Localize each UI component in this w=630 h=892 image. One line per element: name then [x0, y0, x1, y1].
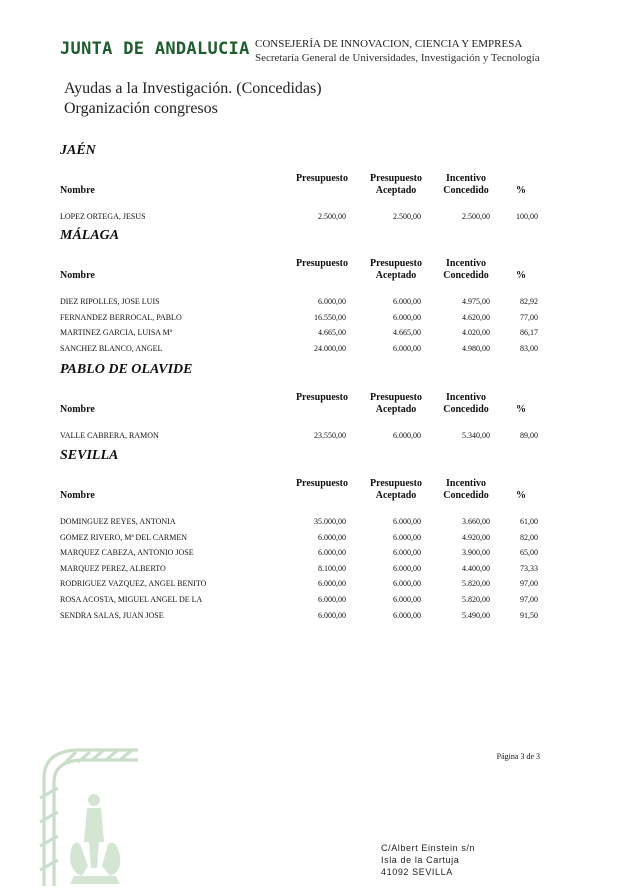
cell-presupuesto: 6.000,00: [318, 610, 346, 620]
cell-presupuesto: 6.000,00: [318, 548, 346, 558]
address-area: Isla de la Cartuja: [381, 855, 460, 865]
data-rows: [60, 295, 540, 357]
region-title: PABLO DE OLAVIDE: [60, 362, 193, 377]
cell-presupuesto: 35.000,00: [314, 517, 346, 526]
cell-name: FERNANDEZ BERROCAL, PABLO: [60, 312, 182, 322]
cell-presupuesto: 8.100,00: [318, 563, 346, 573]
department-name: CONSEJERÍA DE INNOVACION, CIENCIA Y EMPRESA: [255, 38, 523, 50]
cell-percent: 83,00: [520, 343, 538, 353]
cell-presupuesto-aceptado: 6.000,00: [393, 563, 421, 573]
col-header-presupuesto: Presupuesto: [295, 478, 348, 489]
cell-presupuesto-aceptado: 6.000,00: [393, 610, 421, 620]
cell-presupuesto: 24.000,00: [314, 343, 346, 353]
cell-incentivo-concedido: 4.980,00: [462, 343, 490, 353]
cell-name: SANCHEZ BLANCO, ANGEL: [60, 343, 163, 353]
col-header-percent: %: [516, 270, 526, 281]
col-header-presupuesto-aceptado-line: Presupuesto: [369, 258, 423, 269]
cell-percent: 82,92: [520, 297, 538, 306]
cell-incentivo-concedido: 5.490,00: [462, 610, 490, 620]
title-line-2: Organización congresos: [64, 100, 218, 117]
table-row: [60, 429, 540, 445]
col-header-percent: %: [516, 404, 526, 415]
cell-percent: 77,00: [520, 312, 538, 322]
cell-name: DIEZ RIPOLLES, JOSE LUIS: [60, 297, 160, 306]
page-number: Página 3 de 3: [496, 752, 540, 761]
cell-presupuesto: 2.500,00: [318, 212, 346, 221]
cell-name: LOPEZ ORTEGA, JESUS: [60, 212, 146, 221]
cell-percent: 61,00: [520, 517, 538, 526]
col-header-presupuesto-aceptado-line: Presupuesto: [369, 392, 423, 403]
col-header-name: Nombre: [60, 185, 95, 196]
cell-name: SENDRA SALAS, JUAN JOSE: [60, 610, 164, 620]
cell-presupuesto-aceptado: 2.500,00: [393, 212, 421, 221]
col-header-presupuesto-aceptado: [366, 258, 426, 282]
col-header-name: Nombre: [60, 270, 95, 281]
col-header-incentivo-concedido-line: Concedido: [443, 185, 489, 196]
col-header-incentivo-concedido: [438, 392, 494, 416]
table-row: [60, 515, 540, 531]
cell-incentivo-concedido: 5.340,00: [462, 431, 490, 440]
col-header-presupuesto-aceptado-line: Aceptado: [375, 490, 417, 501]
col-header-presupuesto-aceptado: [366, 392, 426, 416]
region-title: SEVILLA: [60, 448, 119, 463]
cell-incentivo-concedido: 4.620,00: [462, 312, 490, 322]
column-headers: [60, 478, 540, 514]
table-row: [60, 326, 540, 342]
cell-percent: 82,00: [520, 532, 538, 542]
col-header-presupuesto-aceptado-line: Presupuesto: [369, 173, 423, 184]
cell-percent: 89,00: [520, 431, 538, 440]
cell-incentivo-concedido: 4.020,00: [462, 328, 490, 338]
cell-name: GOMEZ RIVERO, Mª DEL CARMEN: [60, 532, 188, 542]
column-headers: [60, 392, 540, 428]
cell-presupuesto: 6.000,00: [318, 532, 346, 542]
col-header-name: Nombre: [60, 490, 95, 501]
cell-incentivo-concedido: 5.820,00: [462, 579, 490, 589]
col-header-incentivo-concedido: [438, 478, 494, 502]
cell-name: VALLE CABRERA, RAMON: [60, 431, 159, 440]
cell-name: MARQUEZ CABEZA, ANTONIO JOSE: [60, 548, 194, 558]
cell-incentivo-concedido: 3.660,00: [462, 517, 490, 526]
region-title: JAÉN: [60, 143, 96, 158]
title-line-1: Ayudas a la Investigación. (Concedidas): [64, 80, 322, 97]
cell-name: DOMINGUEZ REYES, ANTONIA: [60, 517, 176, 526]
table-row: [60, 531, 540, 547]
cell-percent: 100,00: [516, 212, 538, 221]
col-header-incentivo-concedido-line: Incentivo: [446, 392, 486, 403]
table-row: [60, 593, 540, 609]
cell-presupuesto: 6.000,00: [318, 579, 346, 589]
data-rows: [60, 515, 540, 624]
table-row: [60, 609, 540, 625]
region-section: [60, 143, 540, 226]
col-header-incentivo-concedido-line: Incentivo: [446, 478, 486, 489]
cell-percent: 65,00: [520, 548, 538, 558]
cell-presupuesto-aceptado: 6.000,00: [393, 532, 421, 542]
address-street: C/Albert Einstein s/n: [381, 843, 476, 853]
table-row: [60, 562, 540, 578]
cell-incentivo-concedido: 3.900,00: [462, 548, 490, 558]
cell-presupuesto-aceptado: 6.000,00: [393, 297, 421, 306]
col-header-presupuesto-aceptado-line: Aceptado: [375, 404, 417, 415]
cell-presupuesto-aceptado: 6.000,00: [393, 548, 421, 558]
cell-percent: 73,33: [520, 563, 538, 573]
cell-presupuesto-aceptado: 6.000,00: [393, 579, 421, 589]
cell-incentivo-concedido: 4.400,00: [462, 563, 490, 573]
col-header-presupuesto: Presupuesto: [295, 392, 348, 403]
cell-presupuesto-aceptado: 6.000,00: [393, 431, 421, 440]
region-section: [60, 228, 540, 357]
table-row: [60, 342, 540, 358]
col-header-presupuesto-aceptado-line: Presupuesto: [369, 478, 423, 489]
col-header-presupuesto: Presupuesto: [295, 258, 348, 269]
secretariat-name: Secretaría General de Universidades, Investigación y Tecnología: [255, 52, 540, 64]
table-row: [60, 295, 540, 311]
col-header-presupuesto-aceptado: [366, 173, 426, 197]
cell-percent: 97,00: [520, 594, 538, 604]
cell-presupuesto: 6.000,00: [318, 297, 346, 306]
cell-presupuesto-aceptado: 6.000,00: [393, 312, 421, 322]
department-header: [255, 37, 540, 65]
cell-incentivo-concedido: 2.500,00: [462, 212, 490, 221]
cell-name: MARTINEZ GARCIA, LUISA Mª: [60, 328, 172, 338]
region-title: MÁLAGA: [60, 228, 120, 243]
cell-percent: 91,50: [520, 610, 538, 620]
col-header-percent: %: [516, 490, 526, 501]
cell-name: MARQUEZ PEREZ, ALBERTO: [60, 563, 166, 573]
col-header-presupuesto-aceptado: [366, 478, 426, 502]
col-header-incentivo-concedido: [438, 173, 494, 197]
col-header-incentivo-concedido-line: Incentivo: [446, 258, 486, 269]
cell-incentivo-concedido: 4.920,00: [462, 532, 490, 542]
junta-logo: JUNTA DE ANDALUCIA: [60, 39, 250, 59]
cell-incentivo-concedido: 4.975,00: [462, 297, 490, 306]
andalucia-emblem-watermark: [36, 738, 146, 888]
col-header-incentivo-concedido-line: Concedido: [443, 490, 489, 501]
col-header-percent: %: [516, 185, 526, 196]
col-header-incentivo-concedido-line: Concedido: [443, 404, 489, 415]
region-section: [60, 362, 540, 445]
col-header-incentivo-concedido: [438, 258, 494, 282]
address-block: [381, 842, 475, 878]
cell-name: ROSA ACOSTA, MIGUEL ANGEL DE LA: [60, 594, 203, 604]
data-rows: [60, 429, 540, 445]
column-headers: [60, 173, 540, 209]
region-section: [60, 448, 540, 624]
cell-presupuesto: 4.665,00: [318, 328, 346, 338]
cell-presupuesto-aceptado: 6.000,00: [393, 594, 421, 604]
table-row: [60, 546, 540, 562]
cell-percent: 97,00: [520, 579, 538, 589]
cell-presupuesto-aceptado: 6.000,00: [393, 517, 421, 526]
table-row: [60, 577, 540, 593]
cell-presupuesto-aceptado: 4.665,00: [393, 328, 421, 338]
cell-incentivo-concedido: 5.820,00: [462, 594, 490, 604]
data-rows: [60, 210, 540, 226]
col-header-presupuesto-aceptado-line: Aceptado: [375, 270, 417, 281]
column-headers: [60, 258, 540, 294]
col-header-presupuesto-aceptado-line: Aceptado: [375, 185, 417, 196]
cell-presupuesto-aceptado: 6.000,00: [393, 343, 421, 353]
table-row: [60, 311, 540, 327]
col-header-incentivo-concedido-line: Incentivo: [446, 173, 486, 184]
table-row: [60, 210, 540, 226]
document-title: [64, 79, 322, 119]
cell-presupuesto: 16.550,00: [314, 312, 346, 322]
cell-presupuesto: 6.000,00: [318, 594, 346, 604]
cell-name: RODRIGUEZ VAZQUEZ, ANGEL BENITO: [60, 579, 207, 589]
col-header-name: Nombre: [60, 404, 95, 415]
col-header-incentivo-concedido-line: Concedido: [443, 270, 489, 281]
cell-presupuesto: 23.550,00: [314, 431, 346, 440]
col-header-presupuesto: Presupuesto: [295, 173, 348, 184]
address-city: 41092 SEVILLA: [381, 867, 453, 877]
cell-percent: 86,17: [520, 328, 538, 338]
